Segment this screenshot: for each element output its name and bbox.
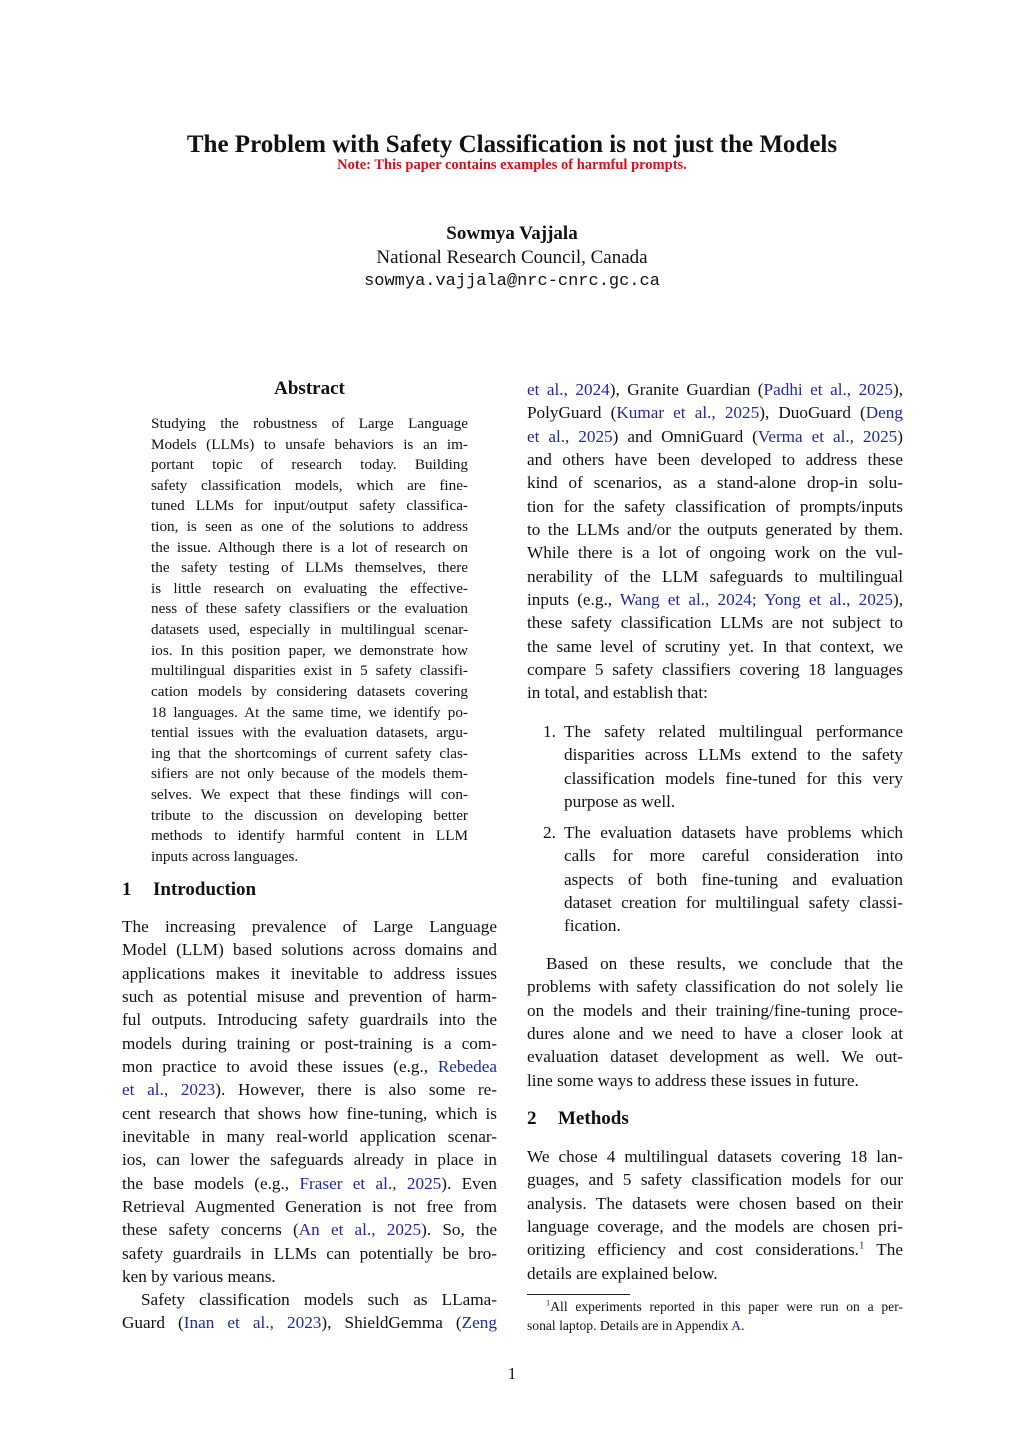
text-line [122, 1218, 497, 1241]
text-line: Based on these results, we conclude that the [546, 954, 903, 973]
text-line: analysis. The datasets were chosen based on their [527, 1193, 903, 1213]
text-line: portant topic of research today. Building [151, 456, 468, 474]
citation-link[interactable]: Padhi et al., 2025 [763, 380, 893, 399]
text-line: the issue. Although there is a lot of research on [151, 538, 468, 556]
text-segment: sonal laptop. Details are in Appendix [527, 1318, 732, 1333]
text-line: such as potential misuse and prevention of harm- [122, 986, 497, 1006]
text-line: Models (LLMs) to unsafe behaviors is an im- [151, 435, 468, 453]
citation-link[interactable]: et al., 2025 [527, 426, 613, 446]
text-line: dures alone and we need to have a closer look at [527, 1023, 903, 1043]
section-number: 2 [527, 1108, 537, 1129]
text-line: kind of scenarios, as a stand-alone drop-in solu- [527, 473, 903, 493]
text-segment: ). Even [441, 1173, 497, 1193]
intro-paragraph-2-start [122, 1288, 497, 1335]
text-segment: ), ShieldGemma ( [321, 1313, 462, 1333]
text-segment: ) and OmniGuard ( [612, 426, 758, 446]
text-line: to the LLMs and/or the outputs generated by them. [527, 519, 903, 539]
text-line: ios, can lower the safeguards already in place in [122, 1150, 497, 1170]
text-line: ness of these safety classifiers or the evaluation [151, 600, 468, 618]
text-line: nerability of the LLM safeguards to multilingual [527, 566, 903, 586]
text-line: Safety classification models such as LLama- [141, 1290, 497, 1309]
text-line: cation models by considering datasets covering [151, 682, 468, 700]
text-line: the same level of scrutiny yet. In that context, we [527, 636, 903, 656]
text-line [527, 1316, 903, 1335]
text-line [527, 425, 903, 448]
text-segment: All experiments reported in this paper were run on a per- [550, 1299, 903, 1314]
text-line [122, 1055, 497, 1078]
text-line: classification models fine-tuned for this very [564, 768, 903, 788]
text-line: problems with safety classification do not solely lie [527, 977, 903, 997]
methods-paragraph-1 [527, 1145, 903, 1285]
text-segment: ), Granite Guardian ( [609, 380, 764, 399]
citation-link[interactable]: Fraser et al., 2025 [299, 1173, 442, 1193]
section-heading-methods [527, 1108, 629, 1130]
citation-link[interactable]: Deng [865, 403, 903, 423]
text-line: tion, is seen as one of the solutions to address [151, 518, 468, 536]
author-email[interactable]: sowmya.vajjala@nrc-cnrc.gc.ca [364, 272, 660, 291]
section-heading-introduction [122, 879, 256, 901]
citation-link[interactable]: et al., 2024 [527, 380, 610, 399]
text-line: 18 languages. At the same time, we identify po- [151, 703, 468, 721]
intro-paragraph-2-cont [527, 378, 903, 705]
text-line: safety classification models, which are fine- [151, 476, 468, 494]
citation-link[interactable]: An et al., 2025 [298, 1220, 422, 1240]
text-line: Model (LLM) based solutions across domains and [122, 940, 497, 960]
text-line: and others have been developed to address these [527, 449, 903, 469]
section-number: 1 [122, 879, 132, 900]
text-line: datasets used, especially in multilingual scenar- [151, 621, 468, 639]
text-segment: The [864, 1240, 903, 1260]
footnote-marker[interactable]: 1 [858, 1240, 865, 1252]
intro-paragraph-1 [122, 915, 497, 1288]
citation-link[interactable]: et al., 2023 [122, 1080, 216, 1100]
section-title: Introduction [153, 879, 257, 900]
text-line: guages, and 5 safety classification models for our [527, 1170, 903, 1190]
text-line [122, 1311, 497, 1334]
paper-title: The Problem with Safety Classification is not just the Models [186, 131, 838, 158]
text-line: ken by various means. [122, 1266, 276, 1286]
text-line: applications makes it inevitable to address issues [122, 963, 497, 983]
text-segment: . [741, 1318, 745, 1333]
text-line: details are explained below. [527, 1263, 718, 1283]
text-segment: mon practice to avoid these issues (e.g., [122, 1056, 438, 1076]
text-segment: ), [892, 589, 903, 609]
text-line: The increasing prevalence of Large Language [122, 917, 497, 936]
text-line: While there is a lot of ongoing work on the vul- [527, 543, 903, 563]
text-line: ios. In this position paper, we demonstrate how [151, 641, 468, 659]
text-line: evaluation dataset development as well. We out- [527, 1047, 903, 1067]
list-number: 2. [543, 823, 556, 842]
citation-link[interactable]: Zeng [461, 1313, 497, 1333]
text-line [527, 1238, 903, 1261]
section-title: Methods [558, 1108, 629, 1129]
author-name: Sowmya Vajjala [446, 223, 578, 244]
text-line: multilingual disparities exist in 5 safety classifi- [151, 662, 468, 680]
contribution-list-item [564, 821, 903, 938]
text-segment: Guard ( [122, 1313, 184, 1333]
text-line: line some ways to address these issues in future. [527, 1070, 859, 1090]
page-number: 1 [507, 1364, 517, 1383]
text-line [122, 1078, 497, 1101]
text-line: models during training or post-training is a com- [122, 1033, 497, 1053]
text-line [527, 401, 903, 424]
citation-link[interactable]: A [731, 1318, 742, 1333]
text-line: The evaluation datasets have problems which [564, 823, 903, 842]
abstract-heading: Abstract [274, 378, 345, 399]
text-segment: ) [897, 426, 903, 446]
text-line [527, 1297, 903, 1316]
citation-link[interactable]: Kumar et al., 2025 [616, 403, 760, 423]
text-line: sifiers are not only because of the models them- [151, 765, 468, 783]
text-segment: the base models (e.g., [122, 1173, 300, 1193]
text-line: tribute to the discussion on developing better [151, 806, 468, 824]
text-line: compare 5 safety classifiers covering 18 languages [527, 659, 903, 679]
author-affiliation: National Research Council, Canada [376, 247, 648, 268]
text-line: on the models and their training/fine-tuning proce- [527, 1000, 903, 1020]
text-line: language coverage, and the models are chosen pri- [527, 1216, 903, 1236]
text-line: The safety related multilingual performance [564, 722, 903, 741]
text-line: disparities across LLMs extend to the safety [564, 745, 903, 765]
text-line: ful outputs. Introducing safety guardrails into the [122, 1010, 497, 1030]
text-segment: PolyGuard ( [527, 403, 617, 423]
text-line [527, 378, 903, 401]
text-segment: inputs (e.g., [527, 589, 620, 609]
text-segment: ). However, there is also some re- [215, 1080, 497, 1100]
text-line: Studying the robustness of Large Language [151, 415, 468, 432]
text-line: these safety classification LLMs are not subject to [527, 613, 903, 633]
text-line: the safety testing of LLMs themselves, there [151, 559, 468, 577]
text-segment: ). So, the [421, 1220, 497, 1240]
text-line: aspects of both fine-tuning and evaluation [564, 869, 903, 889]
citation-link[interactable]: Inan et al., 2023 [183, 1313, 322, 1333]
citation-link[interactable]: Verma et al., 2025 [757, 426, 898, 446]
citation-link[interactable]: Rebedea [437, 1056, 497, 1076]
text-line: ing that the shortcomings of current safety clas- [151, 744, 468, 762]
text-line: purpose as well. [564, 791, 676, 811]
text-line: inputs across languages. [151, 847, 299, 865]
text-line: fication. [564, 916, 621, 936]
text-line: methods to identify harmful content in LLM [151, 827, 468, 845]
text-line: tuned LLMs for input/output safety classifica- [151, 497, 468, 515]
contribution-list-item [564, 720, 903, 813]
text-line: safety guardrails in LLMs can potentially be bro- [122, 1243, 497, 1263]
footnote-marker[interactable]: 1 [546, 1297, 551, 1308]
harmful-content-note: Note: This paper contains examples of harmful prompts. [337, 157, 687, 173]
text-line: tential issues with the evaluation datasets, argu- [151, 724, 468, 742]
text-line: We chose 4 multilingual datasets covering 18 lan- [527, 1147, 903, 1166]
text-line: selves. We expect that these findings will con- [151, 785, 468, 803]
text-line [122, 1172, 497, 1195]
text-line [527, 588, 903, 611]
text-line: is little research on evaluating the effective- [151, 579, 468, 597]
text-segment: oritizing efficiency and cost considerations. [527, 1240, 859, 1260]
footnote-rule [527, 1294, 630, 1295]
text-segment: these safety concerns ( [122, 1220, 299, 1240]
intro-paragraph-3 [527, 952, 903, 1092]
text-line: cent research that shows how fine-tuning, which is [122, 1103, 497, 1123]
abstract-text [151, 414, 468, 867]
text-line: tion for the safety classification of prompts/inputs [527, 496, 903, 516]
text-line: Retrieval Augmented Generation is not free from [122, 1196, 497, 1216]
text-line: calls for more careful consideration into [564, 846, 903, 866]
citation-link[interactable]: Wang et al., 2024; Yong et al., 2025 [619, 589, 893, 609]
text-segment: ), DuoGuard ( [759, 403, 866, 423]
footnote [527, 1297, 903, 1335]
text-line: inevitable in many real-world application scenar- [122, 1126, 497, 1146]
text-segment: ), [892, 380, 903, 399]
text-line: in total, and establish that: [527, 683, 708, 703]
text-line: dataset creation for multilingual safety classi- [564, 892, 903, 912]
list-number: 1. [543, 722, 556, 741]
